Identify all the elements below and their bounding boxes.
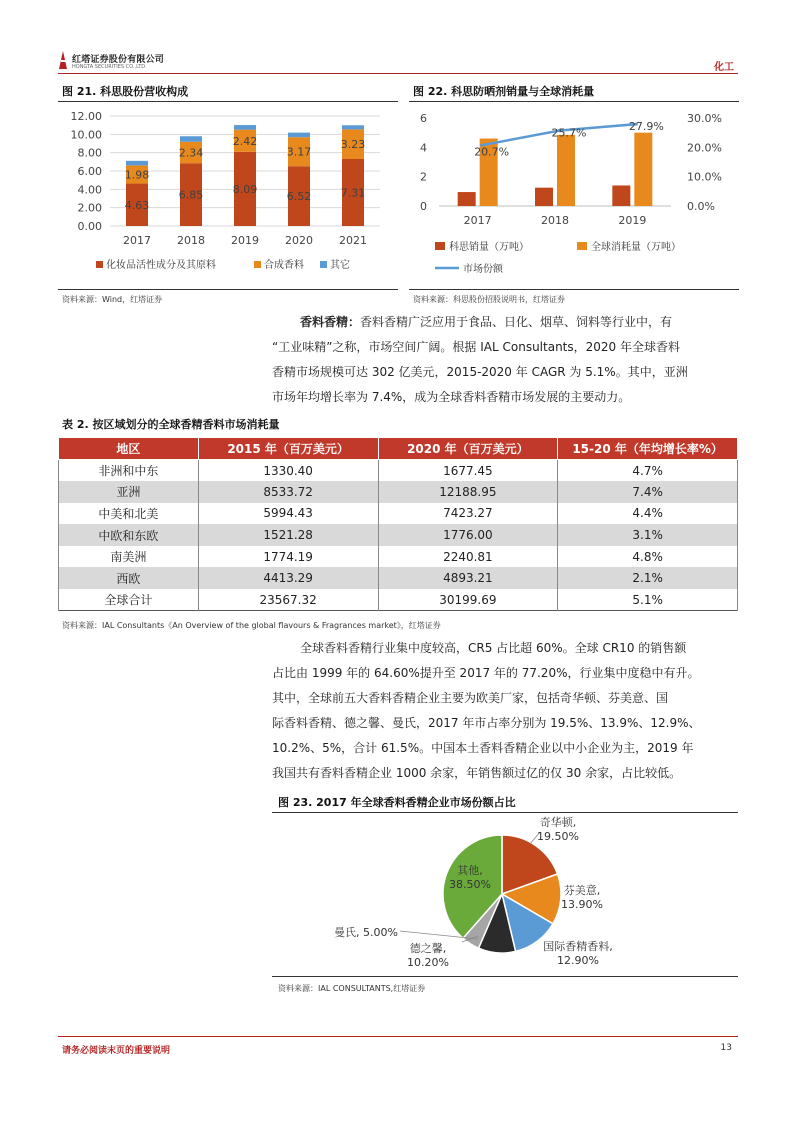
legend-swatch bbox=[577, 242, 587, 250]
paragraph-line: 香精市场规模可达 302 亿美元，2015-2020 年 CAGR 为 5.1%。其中，亚洲 bbox=[272, 365, 688, 379]
y-tick-label: 2.00 bbox=[77, 201, 102, 215]
y-tick-label: 0 bbox=[420, 200, 427, 213]
company-logo-icon bbox=[58, 50, 69, 70]
legend-label: 其它 bbox=[330, 260, 350, 271]
table-cell: 7423.27 bbox=[378, 503, 558, 525]
footer-notice: 请务必阅读末页的重要说明 bbox=[62, 1046, 171, 1056]
bar bbox=[557, 135, 575, 206]
paragraph-flavours bbox=[272, 310, 738, 410]
table-cell: 4413.29 bbox=[198, 567, 378, 589]
y-tick-label: 0.00 bbox=[77, 220, 102, 233]
table-cell: 1774.19 bbox=[198, 546, 378, 568]
x-tick-label: 2019 bbox=[231, 234, 259, 247]
data-label: 1.98 bbox=[124, 168, 150, 182]
pie-label-pct: 19.50% bbox=[537, 830, 579, 843]
y-tick-label: 4.00 bbox=[77, 183, 102, 197]
table-cell: 3.1% bbox=[558, 524, 738, 546]
table-row bbox=[59, 503, 738, 525]
company-name: 红塔证券股份有限公司 bbox=[72, 55, 165, 65]
y-tick-label: 10.00 bbox=[70, 128, 102, 142]
fig23-bottom-rule bbox=[272, 976, 738, 977]
pie-label: 其他, bbox=[457, 864, 483, 877]
bar bbox=[458, 192, 476, 206]
table2-title: 表 2. 按区域划分的全球香精香料市场消耗量 bbox=[62, 418, 280, 431]
x-tick-label: 2018 bbox=[177, 234, 205, 247]
header-divider bbox=[58, 73, 738, 74]
legend-swatch bbox=[435, 242, 445, 250]
data-label: 2.34 bbox=[178, 146, 204, 160]
y-tick-label: 4 bbox=[420, 141, 427, 155]
table-cell: 亚洲 bbox=[59, 481, 199, 503]
fig21-title: 图 21. 科思股份营收构成 bbox=[62, 85, 189, 98]
bar-segment bbox=[288, 133, 310, 138]
table-cell: 全球合计 bbox=[59, 589, 199, 611]
company-name-en: HONGTA SECURITIES CO.,LTD. bbox=[72, 64, 147, 70]
table-header-cell: 地区 bbox=[59, 438, 199, 460]
data-label: 2.42 bbox=[232, 134, 258, 148]
table-cell: 5994.43 bbox=[198, 503, 378, 525]
y2-tick-label: 20.0% bbox=[687, 141, 722, 155]
data-label: 8.09 bbox=[232, 182, 258, 196]
pie-label-pct: 13.90% bbox=[561, 898, 603, 911]
table-cell: 23567.32 bbox=[198, 589, 378, 611]
table-cell: 8533.72 bbox=[198, 481, 378, 503]
fig21-title-rule bbox=[58, 101, 398, 102]
table-row bbox=[59, 481, 738, 503]
legend-swatch bbox=[96, 261, 103, 268]
fig23-source: 资料来源：IAL CONSULTANTS,红塔证券 bbox=[278, 984, 426, 993]
fig21-chart bbox=[58, 104, 398, 286]
y2-tick-label: 30.0% bbox=[687, 112, 722, 125]
data-label: 6.52 bbox=[286, 190, 312, 204]
paragraph-line: 市场年均增长率为 7.4%，成为全球香料香精市场发展的主要动力。 bbox=[272, 390, 631, 404]
table-cell: 4.8% bbox=[558, 546, 738, 568]
data-label: 27.9% bbox=[628, 120, 664, 134]
table-cell: 中欧和东欧 bbox=[59, 524, 199, 546]
table2-source: 资料来源：IAL Consultants《An Overview of the global flavours & Fragrances market》，红塔证券 bbox=[62, 621, 441, 630]
legend-label: 化妆品活性成分及其原料 bbox=[106, 260, 216, 271]
regional-market-table bbox=[58, 437, 738, 611]
table-cell: 4.7% bbox=[558, 460, 738, 482]
pie-label-pct: 12.90% bbox=[557, 954, 599, 967]
table-header-cell: 2020 年（百万美元） bbox=[378, 438, 558, 460]
data-label: 3.17 bbox=[286, 145, 312, 159]
table-cell: 30199.69 bbox=[378, 589, 558, 611]
pie-label: 曼氏, 5.00% bbox=[334, 926, 398, 939]
page-number: 13 bbox=[720, 1043, 732, 1053]
fig22-bottom-rule bbox=[409, 289, 739, 290]
table-cell: 5.1% bbox=[558, 589, 738, 611]
x-tick-label: 2018 bbox=[541, 214, 569, 227]
data-label: 7.31 bbox=[340, 186, 366, 200]
paragraph-line: “工业味精”之称，市场空间广阔。根据 IAL Consultants，2020 年全球香料 bbox=[272, 340, 680, 354]
fig21-source: 资料来源：Wind，红塔证券 bbox=[62, 295, 163, 304]
paragraph-line: 占比由 1999 年的 64.60%提升至 2017 年的 77.20%，行业集中度稳中有升。 bbox=[272, 666, 700, 680]
fig22-title-rule bbox=[409, 101, 739, 102]
fig23-title-rule bbox=[272, 812, 738, 813]
table-cell: 1521.28 bbox=[198, 524, 378, 546]
fig23-title: 图 23. 2017 年全球香料香精企业市场份额占比 bbox=[278, 796, 516, 809]
legend-label: 合成香料 bbox=[264, 260, 304, 271]
table-cell: 12188.95 bbox=[378, 481, 558, 503]
x-tick-label: 2017 bbox=[463, 214, 492, 227]
table-row bbox=[59, 460, 738, 482]
data-label: 4.63 bbox=[124, 198, 150, 212]
table-cell: 1330.40 bbox=[198, 460, 378, 482]
legend-label: 市场份额 bbox=[463, 264, 503, 275]
bar-segment bbox=[180, 136, 202, 142]
sector-label: 化工 bbox=[714, 62, 734, 73]
table-cell: 1776.00 bbox=[378, 524, 558, 546]
fig21-bottom-rule bbox=[58, 289, 398, 290]
x-tick-label: 2020 bbox=[285, 234, 313, 247]
paragraph-line: 其中，全球前五大香料香精企业主要为欧美厂家，包括奇华顿、芬美意、国 bbox=[272, 691, 669, 705]
table-cell: 非洲和中东 bbox=[59, 460, 199, 482]
fig22-title: 图 22. 科思防晒剂销量与全球消耗量 bbox=[413, 85, 595, 98]
data-label: 25.7% bbox=[551, 126, 587, 140]
y-tick-label: 2 bbox=[420, 170, 427, 184]
x-tick-label: 2019 bbox=[618, 214, 647, 227]
data-label: 6.85 bbox=[178, 188, 204, 202]
data-label: 20.7% bbox=[474, 145, 510, 159]
table-header-cell: 15-20 年（年均增长率%） bbox=[558, 438, 738, 460]
table-cell: 2240.81 bbox=[378, 546, 558, 568]
y-tick-label: 6 bbox=[420, 112, 427, 125]
pie-label: 奇华顿, bbox=[539, 816, 577, 829]
y-tick-label: 6.00 bbox=[77, 165, 102, 178]
y2-tick-label: 0.0% bbox=[687, 200, 715, 213]
fig22-source: 资料来源：科思股份招股说明书，红塔证券 bbox=[413, 295, 565, 304]
paragraph-lead: 香料香精： bbox=[300, 315, 361, 329]
table-row bbox=[59, 567, 738, 589]
pie-label: 国际香精香料, bbox=[543, 940, 613, 953]
paragraph-line: 香料香精广泛应用于食品、日化、烟草、饲料等行业中，有 bbox=[360, 315, 673, 329]
paragraph-line: 全球香料香精行业集中度较高，CR5 占比超 60%。全球 CR10 的销售额 bbox=[300, 641, 687, 655]
y2-tick-label: 10.0% bbox=[687, 170, 722, 184]
legend-label: 科思销量（万吨） bbox=[449, 242, 529, 253]
table-cell: 4.4% bbox=[558, 503, 738, 525]
bar bbox=[634, 133, 652, 206]
fig23-chart bbox=[272, 814, 738, 974]
table-cell: 4893.21 bbox=[378, 567, 558, 589]
pie-label: 德之馨, bbox=[409, 942, 447, 955]
paragraph-concentration bbox=[272, 636, 738, 786]
table-cell: 西欧 bbox=[59, 567, 199, 589]
y-tick-label: 8.00 bbox=[77, 146, 102, 160]
legend-swatch bbox=[254, 261, 261, 268]
table-row bbox=[59, 524, 738, 546]
table-row bbox=[59, 546, 738, 568]
bar bbox=[535, 188, 553, 206]
footer-divider bbox=[58, 1036, 738, 1037]
table-cell: 7.4% bbox=[558, 481, 738, 503]
table-cell: 1677.45 bbox=[378, 460, 558, 482]
y-tick-label: 12.00 bbox=[70, 110, 102, 123]
paragraph-line: 际香料香精、德之馨、曼氏，2017 年市占率分别为 19.5%、13.9%、12.9%、 bbox=[272, 716, 701, 730]
paragraph-line: 10.2%、5%，合计 61.5%。中国本土香料香精企业以中小企业为主，2019 年 bbox=[272, 741, 694, 755]
legend-swatch bbox=[320, 261, 327, 268]
paragraph-line: 我国共有香料香精企业 1000 余家，年销售额过亿的仅 30 余家，占比较低。 bbox=[272, 766, 682, 780]
pie-label-pct: 38.50% bbox=[449, 878, 491, 891]
table-cell: 2.1% bbox=[558, 567, 738, 589]
pie-label-pct: 10.20% bbox=[407, 956, 449, 969]
x-tick-label: 2021 bbox=[339, 234, 367, 247]
table-row bbox=[59, 589, 738, 611]
table-cell: 南美洲 bbox=[59, 546, 199, 568]
fig22-chart bbox=[409, 104, 739, 286]
table-header-cell: 2015 年（百万美元） bbox=[198, 438, 378, 460]
x-tick-label: 2017 bbox=[123, 234, 151, 247]
bar bbox=[612, 185, 630, 206]
bar-segment bbox=[126, 161, 148, 166]
bar-segment bbox=[342, 125, 364, 129]
bar-segment bbox=[234, 125, 256, 130]
data-label: 3.23 bbox=[340, 138, 366, 152]
pie-label: 芬美意, bbox=[563, 884, 601, 897]
table-cell: 中美和北美 bbox=[59, 503, 199, 525]
legend-label: 全球消耗量（万吨） bbox=[591, 242, 681, 253]
